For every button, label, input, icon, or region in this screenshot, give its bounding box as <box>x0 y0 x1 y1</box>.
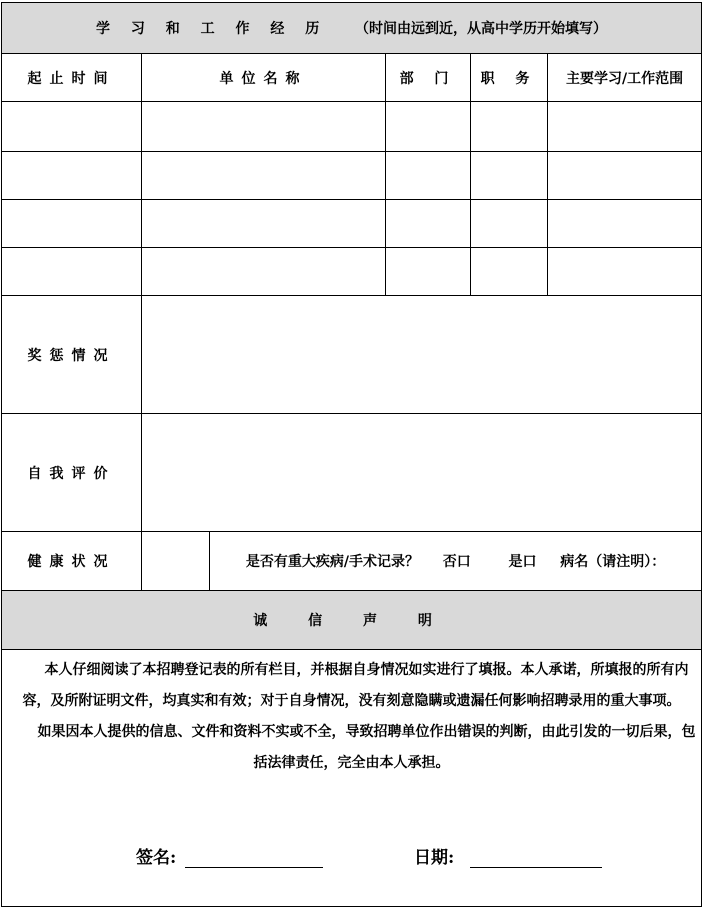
scope-cell[interactable] <box>548 248 702 296</box>
experience-section-header <box>2 3 702 54</box>
organization-cell[interactable] <box>142 248 386 296</box>
disease-name-prompt: 病名（请注明）： <box>560 554 666 570</box>
experience-fill-note: （时间由远到近，从高中学历开始填写） <box>355 21 608 37</box>
health-question-row <box>210 532 702 591</box>
position-cell[interactable] <box>471 248 548 296</box>
declaration-title: 诚 信 声 明 <box>253 613 450 629</box>
declaration-body <box>2 650 702 907</box>
self-evaluation-field[interactable] <box>142 414 702 532</box>
column-header-department: 部 门 <box>386 54 471 102</box>
declaration-paragraph-1: 本人仔细阅读了本招聘登记表的所有栏目，并根据自身情况如实进行了填报。本人承诺，所填报的所有内容，及所附证明文件，均真实和有效；对于自身情况，没有刻意隐瞒或遗漏任何影响招聘录用的重大事项。 <box>22 662 689 709</box>
scope-cell[interactable] <box>548 200 702 248</box>
health-option-yes[interactable]: 是口 <box>508 554 537 570</box>
position-cell[interactable] <box>471 152 548 200</box>
department-cell[interactable] <box>386 152 471 200</box>
column-header-position: 职 务 <box>471 54 548 102</box>
registration-form-page <box>1 2 701 906</box>
period-cell[interactable] <box>2 248 142 296</box>
period-cell[interactable] <box>2 102 142 152</box>
health-label: 健康状况 <box>2 532 142 591</box>
declaration-section-header <box>2 591 702 650</box>
table-row <box>2 200 702 248</box>
department-cell[interactable] <box>386 200 471 248</box>
scope-cell[interactable] <box>548 102 702 152</box>
column-header-period: 起止时间 <box>2 54 142 102</box>
date-label: 日期: <box>414 848 455 868</box>
department-cell[interactable] <box>386 248 471 296</box>
position-cell[interactable] <box>471 200 548 248</box>
self-evaluation-label: 自我评价 <box>2 414 142 532</box>
health-question: 是否有重大疾病/手术记录？ <box>245 554 419 570</box>
table-row <box>2 102 702 152</box>
organization-cell[interactable] <box>142 152 386 200</box>
health-option-no[interactable]: 否口 <box>442 554 471 570</box>
rewards-field[interactable] <box>142 296 702 414</box>
signature-field[interactable] <box>185 867 323 868</box>
date-field[interactable] <box>470 867 602 868</box>
position-cell[interactable] <box>471 102 548 152</box>
signature-row <box>2 843 701 873</box>
column-header-scope: 主要学习/工作范围 <box>548 54 702 102</box>
table-row <box>2 152 702 200</box>
period-cell[interactable] <box>2 200 142 248</box>
column-header-organization: 单位名称 <box>142 54 386 102</box>
organization-cell[interactable] <box>142 102 386 152</box>
table-row <box>2 248 702 296</box>
signature-label: 签名: <box>136 848 177 868</box>
health-field[interactable] <box>142 532 210 591</box>
organization-cell[interactable] <box>142 200 386 248</box>
experience-section-title: 学 习 和 工 作 经 历 <box>96 21 328 37</box>
rewards-label: 奖惩情况 <box>2 296 142 414</box>
declaration-paragraph-2: 如果因本人提供的信息、文件和资料不实或不全，导致招聘单位作出错误的判断，由此引发的一切后果，包括法律责任，完全由本人承担。 <box>37 724 696 771</box>
department-cell[interactable] <box>386 102 471 152</box>
scope-cell[interactable] <box>548 152 702 200</box>
registration-form-table <box>1 2 702 907</box>
period-cell[interactable] <box>2 152 142 200</box>
